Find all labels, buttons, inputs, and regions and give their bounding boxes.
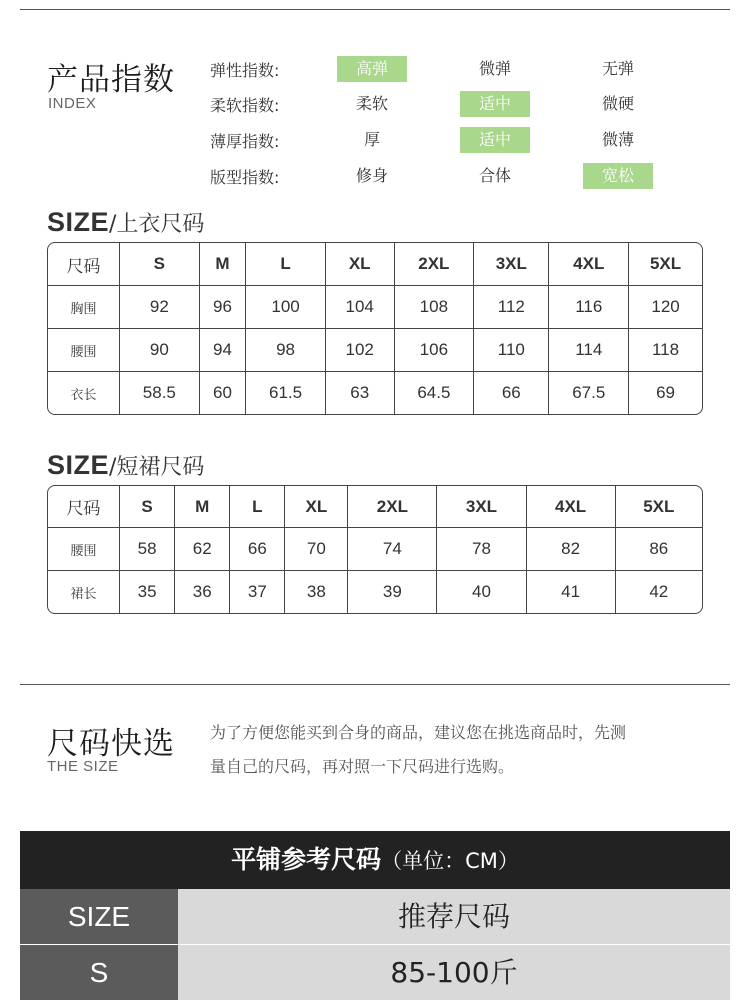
index-option: 微硬 [601, 94, 634, 113]
table-cell: 98 [246, 329, 326, 372]
reference-row-size: S [20, 945, 178, 1000]
table-cell: 118 [629, 329, 702, 372]
quick-size-title: 尺码快选 [47, 726, 175, 762]
table-cell: 40 [437, 571, 526, 613]
table-row-label: 腰围 [48, 329, 120, 372]
table-cell: 96 [200, 286, 247, 329]
table-cell: 38 [285, 571, 348, 613]
table-cell: L [246, 243, 326, 286]
table-cell: 42 [649, 582, 669, 601]
table-cell: 37 [230, 571, 285, 613]
table-cell: 102 [326, 329, 395, 372]
table-cell: XL [285, 486, 348, 528]
top-size-title-en: SIZE [47, 207, 110, 237]
table-cell: 5XL [629, 243, 702, 286]
index-row-label: 薄厚指数: [210, 132, 280, 151]
table-cell: 36 [175, 571, 230, 613]
table-cell: 67.5 [549, 372, 629, 414]
table-cell: M [200, 243, 247, 286]
index-option-selected: 适中 [460, 91, 530, 117]
index-row-label: 版型指数: [210, 168, 280, 187]
reference-header [20, 831, 730, 889]
table-cell: 41 [527, 571, 616, 613]
index-subtitle: INDEX [48, 95, 97, 112]
index-option: 修身 [355, 166, 388, 185]
index-option-selected: 宽松 [583, 163, 653, 189]
table-row-label: 胸围 [48, 286, 120, 329]
table-row-label: 裙长 [48, 571, 120, 613]
skirt-size-title-en: SIZE [47, 450, 110, 480]
quick-size-text-line2: 量自己的尺码，再对照一下尺码进行选购。 [210, 757, 515, 776]
table-cell: 66 [474, 372, 549, 414]
table-cell: 70 [285, 528, 348, 571]
top-size-title [47, 207, 204, 238]
middle-divider [20, 684, 730, 685]
reference-title: 平铺参考尺码 [231, 845, 382, 874]
top-size-table [47, 242, 703, 415]
table-cell: 94 [200, 329, 247, 372]
index-option: 厚 [363, 130, 380, 149]
table-row [48, 286, 702, 329]
table-cell: 39 [348, 571, 437, 613]
quick-size-text [210, 716, 720, 784]
reference-row-weight: 85-100斤 [178, 945, 730, 1000]
table-cell: 2XL [395, 243, 475, 286]
table-cell: L [230, 486, 285, 528]
table-cell: XL [326, 243, 395, 286]
table-cell: 69 [656, 383, 675, 402]
quick-size-text-line1: 为了方便您能买到合身的商品，建议您在挑选商品时，先测 [210, 723, 627, 742]
table-cell: 112 [474, 286, 549, 329]
index-option: 无弹 [601, 59, 634, 78]
table-cell: 116 [549, 286, 629, 329]
top-size-title-cn: /上衣尺码 [109, 212, 205, 237]
table-cell: 66 [230, 528, 285, 571]
table-cell: 110 [474, 329, 549, 372]
table-cell: 100 [246, 286, 326, 329]
table-cell: S [120, 243, 200, 286]
index-option: 柔软 [355, 94, 388, 113]
index-option-selected: 高弹 [337, 56, 407, 82]
index-option-selected: 适中 [460, 127, 530, 153]
table-row [48, 528, 702, 571]
table-header-row [48, 243, 702, 286]
table-cell: 4XL [527, 486, 616, 528]
table-cell: 60 [200, 372, 247, 414]
table-cell: 92 [120, 286, 200, 329]
table-cell: 63 [326, 372, 395, 414]
skirt-size-title [47, 450, 204, 481]
table-row-label: 尺码 [48, 243, 120, 286]
table-cell: 86 [616, 528, 702, 571]
index-row [210, 127, 680, 153]
index-row-label: 弹性指数: [210, 61, 280, 80]
table-row [48, 329, 702, 372]
index-row [210, 163, 680, 189]
index-row-label: 柔软指数: [210, 96, 280, 115]
table-cell: 114 [549, 329, 629, 372]
reference-unit: （单位：CM） [381, 849, 519, 873]
table-row-label: 尺码 [48, 486, 120, 528]
table-cell: 4XL [549, 243, 629, 286]
table-row [48, 372, 702, 414]
table-cell: 35 [120, 571, 175, 613]
top-divider [20, 9, 730, 10]
table-cell: 5XL [616, 486, 702, 528]
table-cell: 106 [395, 329, 475, 372]
table-cell: S [120, 486, 175, 528]
table-cell: 78 [437, 528, 526, 571]
table-cell: 82 [527, 528, 616, 571]
index-option: 微弹 [478, 59, 511, 78]
table-cell: 3XL [474, 243, 549, 286]
table-cell: 58 [120, 528, 175, 571]
table-row-label: 衣长 [48, 372, 120, 414]
table-cell: 64.5 [395, 372, 475, 414]
table-cell: 3XL [437, 486, 526, 528]
reference-col-recommend: 推荐尺码 [178, 889, 730, 944]
table-row [48, 571, 702, 613]
table-cell: 120 [629, 286, 702, 329]
reference-col-size: SIZE [20, 889, 178, 944]
skirt-size-table [47, 485, 703, 614]
table-cell: 104 [326, 286, 395, 329]
index-option: 微薄 [601, 130, 634, 149]
table-cell: 74 [348, 528, 437, 571]
index-option: 合体 [478, 166, 511, 185]
table-cell: 108 [395, 286, 475, 329]
table-cell: 58.5 [120, 372, 200, 414]
table-cell: 2XL [348, 486, 437, 528]
index-title: 产品指数 [47, 62, 175, 98]
index-row [210, 91, 680, 117]
table-header-row [48, 486, 702, 528]
table-cell: M [175, 486, 230, 528]
index-row [210, 56, 680, 82]
quick-size-subtitle: THE SIZE [47, 758, 119, 775]
table-cell: 61.5 [246, 372, 326, 414]
table-cell: 90 [120, 329, 200, 372]
table-row-label: 腰围 [48, 528, 120, 571]
skirt-size-title-cn: /短裙尺码 [109, 455, 205, 480]
table-cell: 62 [175, 528, 230, 571]
